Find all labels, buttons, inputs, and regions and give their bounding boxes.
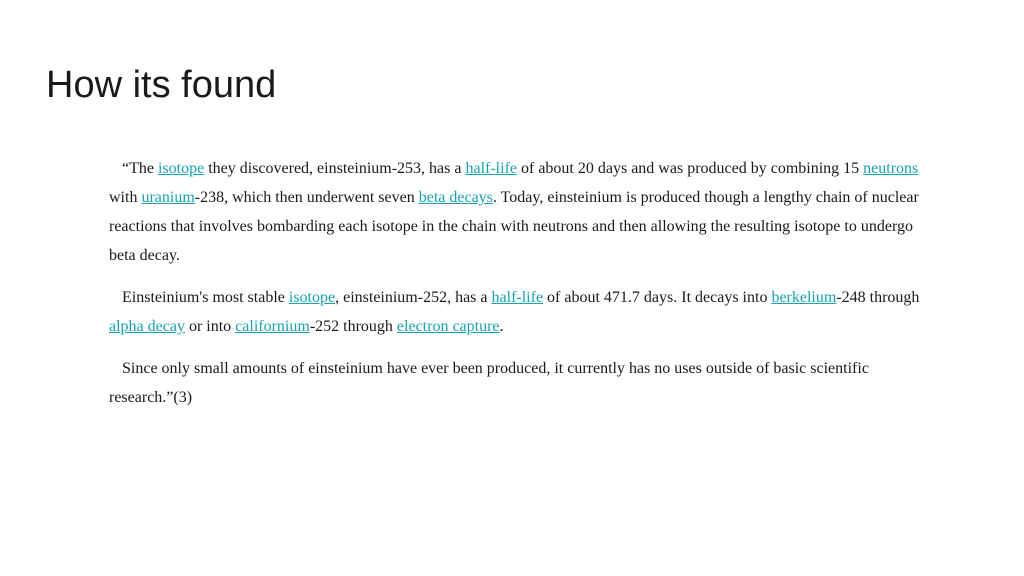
text-segment: or into: [184, 318, 236, 335]
link-californium[interactable]: californium: [235, 318, 310, 335]
link-beta-decays[interactable]: beta decays: [418, 189, 493, 206]
link-half-life[interactable]: half-life: [465, 160, 517, 177]
link-isotope[interactable]: isotope: [157, 160, 205, 177]
link-isotope[interactable]: isotope: [288, 289, 336, 306]
paragraph: [109, 283, 939, 341]
text-segment: -252 through: [309, 318, 397, 335]
slide-title: How its found: [46, 64, 277, 106]
link-half-life[interactable]: half-life: [491, 289, 544, 306]
text-segment: of about 471.7 days. It decays into: [543, 289, 772, 306]
text-segment: “The: [122, 160, 158, 177]
text-segment: Einsteinium's most stable: [122, 289, 289, 306]
quote-body: [109, 154, 939, 425]
link-alpha-decay[interactable]: alpha decay: [109, 318, 185, 335]
text-segment: . Today, einsteinium is produced though a lengthy chain of nuclear reactions that involves bombarding each isotope in the chain with neutrons and then allowing the resulting isotope to undergo beta decay.: [109, 189, 919, 264]
link-neutrons[interactable]: neutrons: [863, 160, 919, 177]
text-segment: -248 through: [836, 289, 920, 306]
text-segment: of about 20 days and was produced by combining 15: [517, 160, 864, 177]
text-segment: with: [109, 189, 142, 206]
text-segment: Since only small amounts of einsteinium have ever been produced, it currently has no uses outside of basic scientific research.”(3): [109, 360, 869, 406]
text-segment: , einsteinium-252, has a: [335, 289, 492, 306]
paragraph: [109, 354, 939, 412]
text-segment: .: [499, 318, 504, 335]
text-segment: -238, which then underwent seven: [194, 189, 419, 206]
link-uranium[interactable]: uranium: [141, 189, 195, 206]
link-electron-capture[interactable]: electron capture: [396, 318, 500, 335]
paragraph: [109, 154, 939, 270]
text-segment: they discovered, einsteinium-253, has a: [204, 160, 466, 177]
link-berkelium[interactable]: berkelium: [771, 289, 837, 306]
